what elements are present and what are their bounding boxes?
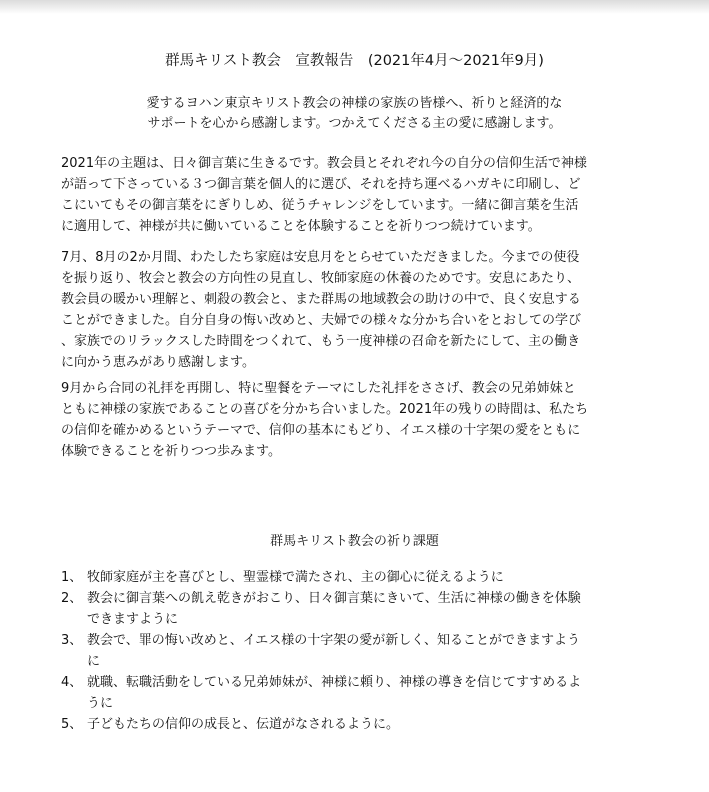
prayer-title: 群馬キリスト教会の祈り課題 — [270, 534, 439, 549]
greeting — [0, 94, 709, 134]
paragraph-line: 2021年の主題は、日々御言葉に生きるです。教会員とそれぞれ今の自分の信仰生活で神様 — [61, 156, 587, 171]
prayer-item — [61, 630, 661, 672]
prayer-number: 5、 — [61, 717, 83, 732]
document-title: 群馬キリスト教会 宣教報告 (2021年4月～2021年9月) — [165, 53, 544, 69]
greeting-line: 愛するヨハン東京キリスト教会の神様の家族の皆様へ、祈りと経済的な — [146, 96, 563, 111]
prayer-text — [87, 567, 504, 588]
prayer-number: 4、 — [61, 675, 83, 690]
paragraph-line: に向かう恵みがあり感謝します。 — [61, 355, 255, 370]
greeting-line: サポートを心から感謝します。つかえてくださる主の愛に感謝します。 — [147, 116, 562, 131]
prayer-list — [61, 567, 661, 735]
paragraph-line: に適用して、神様が共に働いていることを体験することを祈りつつ続けています。 — [61, 219, 541, 234]
prayer-item — [61, 588, 661, 630]
prayer-line: 就職、転職活動をしている兄弟姉妹が、神様に頼り、神様の導きを信じてすすめるよ — [87, 675, 582, 690]
prayer-item — [61, 567, 661, 588]
prayer-text — [87, 588, 581, 630]
prayer-number: 2、 — [61, 591, 83, 606]
paragraph-line: の信仰を確かめるというテーマで、信仰の基本にもどり、イエス様の十字架の愛をともに — [61, 423, 581, 438]
paragraph-line: こにいてもその御言葉をにぎりしめ、従うチャレンジをしています。一緒に御言葉を生活 — [61, 198, 579, 213]
paragraph-line: 体験できることを祈りつつ歩みます。 — [61, 444, 281, 459]
prayer-line: 教会で、罪の悔い改めと、イエス様の十字架の愛が新しく、知ることができますよう — [87, 633, 580, 648]
prayer-line: 子どもたちの信仰の成長と、伝道がなされるように。 — [87, 717, 400, 732]
paragraph-line: 、家族でのリラックスした時間をつくれて、もう一度神様の召命を新たにして、主の働き — [61, 334, 581, 349]
paragraph-worship — [61, 378, 661, 462]
paragraph-theme — [61, 153, 661, 237]
paragraph-line: を振り返り、牧会と教会の方向性の見直し、牧師家庭の休養のためです。安息にあたり、 — [61, 271, 580, 286]
paragraph-sabbath — [61, 247, 661, 373]
prayer-line: できますように — [87, 612, 179, 627]
prayer-line: 教会に御言葉への飢え乾きがおこり、日々御言葉にきいて、生活に神様の働きを体験 — [87, 591, 581, 606]
paragraph-line: ことができました。自分自身の悔い改めと、夫婦での様々な分かち合いをとおしての学び — [61, 313, 582, 328]
paragraph-line: が語って下さっている３つ御言葉を個人的に選び、それを持ち運べるハガキに印刷し、ど — [61, 177, 581, 192]
prayer-line: に — [87, 654, 101, 669]
prayer-item — [61, 672, 661, 714]
paragraph-line: 9月から合同の礼拝を再開し、特に聖餐をテーマにした礼拝をささげ、教会の兄弟姉妹と — [61, 381, 576, 396]
prayer-number: 1、 — [61, 570, 83, 585]
prayer-text — [87, 714, 399, 735]
prayer-item — [61, 714, 661, 735]
paragraph-line: 教会員の暖かい理解と、刺殺の教会と、また群馬の地域教会の助けの中で、良く安息する — [61, 292, 581, 307]
prayer-text — [87, 672, 581, 714]
paragraph-line: ともに神様の家族であることの喜びを分かち合いました。2021年の残りの時間は、私たち — [61, 402, 589, 417]
prayer-line: 牧師家庭が主を喜びとし、聖霊様で満たされ、主の御心に従えるように — [87, 570, 504, 585]
prayer-text — [87, 630, 580, 672]
prayer-number: 3、 — [61, 633, 83, 648]
prayer-line: うに — [87, 696, 114, 711]
paragraph-line: 7月、8月の2か月間、わたしたち家庭は安息月をとらせていただきました。今までの使役 — [61, 250, 580, 265]
